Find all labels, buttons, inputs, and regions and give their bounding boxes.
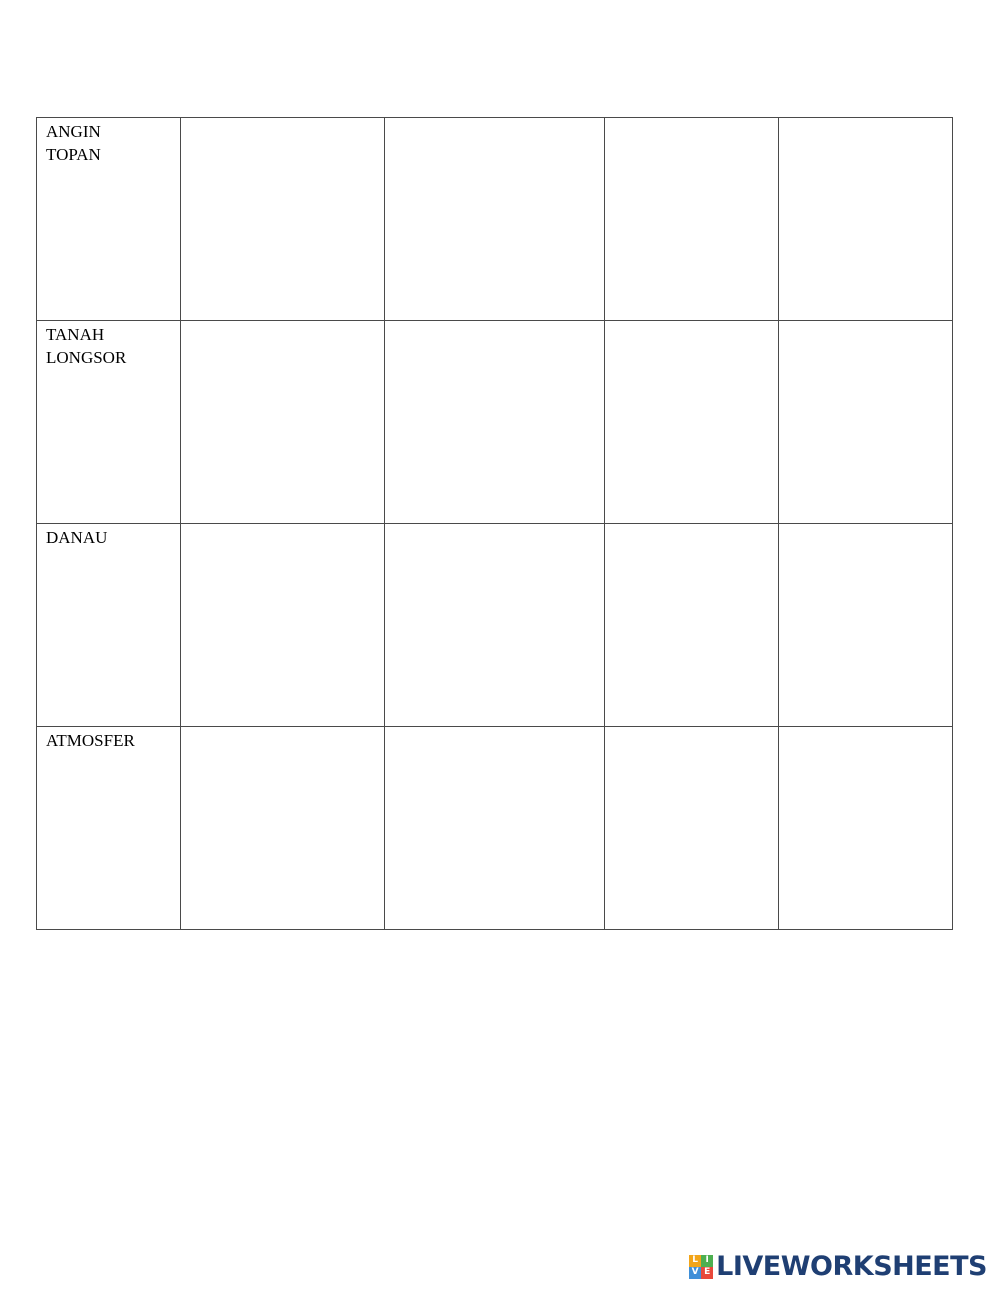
answer-cell[interactable] [181,321,385,524]
table-row [37,118,953,321]
row-label-cell [37,118,181,321]
row-label: ANGIN TOPAN [46,122,101,164]
answer-cell[interactable] [385,727,605,930]
answer-cell[interactable] [385,321,605,524]
answer-cell[interactable] [605,321,779,524]
row-label: ATMOSFER [46,731,135,750]
answer-cell[interactable] [385,118,605,321]
answer-cell[interactable] [181,118,385,321]
liveworksheets-logo [689,1253,987,1280]
answer-cell[interactable] [385,524,605,727]
logo-letter-i: I [701,1255,713,1267]
answer-cell[interactable] [779,727,953,930]
logo-letter-l: L [689,1255,701,1267]
answer-cell[interactable] [779,524,953,727]
row-label-cell [37,321,181,524]
row-label-cell [37,524,181,727]
answer-cell[interactable] [605,118,779,321]
row-label: DANAU [46,528,108,547]
answer-cell[interactable] [605,727,779,930]
row-label: TANAH LONGSOR [46,325,127,367]
answer-cell[interactable] [779,118,953,321]
worksheet-table [36,117,953,930]
table-row [37,321,953,524]
liveworksheets-logo-text: LIVEWORKSHEETS [716,1251,987,1282]
table-row [37,524,953,727]
row-label-cell [37,727,181,930]
answer-cell[interactable] [181,727,385,930]
liveworksheets-logo-icon [689,1255,713,1279]
logo-letter-e: E [701,1267,713,1279]
answer-cell[interactable] [605,524,779,727]
answer-cell[interactable] [181,524,385,727]
logo-letter-v: V [689,1267,701,1279]
table-row [37,727,953,930]
answer-cell[interactable] [779,321,953,524]
